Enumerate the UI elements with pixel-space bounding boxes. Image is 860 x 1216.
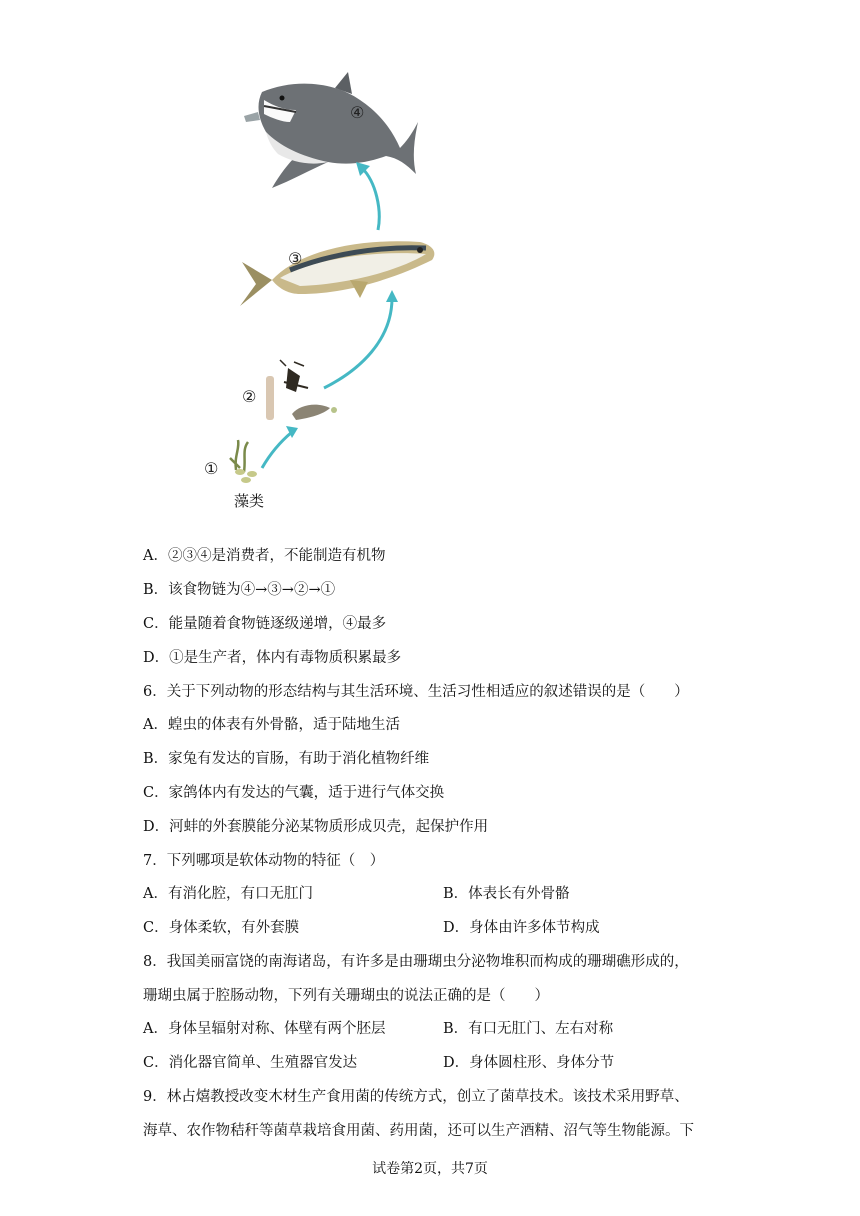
circled-number-2 bbox=[242, 387, 256, 406]
energy-arrow-1-2 bbox=[262, 432, 292, 468]
svg-text:③: ③ bbox=[288, 249, 303, 268]
circled-number-1 bbox=[204, 459, 218, 478]
q8-option-a: A．身体呈辐射对称、体壁有两个胚层 bbox=[143, 1021, 386, 1037]
q5-option-b: B．该食物链为④→③→②→① bbox=[143, 582, 336, 598]
algae-label bbox=[234, 492, 264, 510]
food-chain-figure bbox=[200, 70, 480, 520]
q7-option-c: C．身体柔软，有外套膜 bbox=[143, 920, 300, 936]
q8-stem-line2: 珊瑚虫属于腔肠动物，下列有关珊瑚虫的说法正确的是（ ） bbox=[143, 988, 549, 1004]
q8-option-b: B．有口无肛门、左右对称 bbox=[443, 1021, 614, 1037]
energy-arrow-2-3 bbox=[324, 298, 392, 388]
q8-option-d: D．身体圆柱形、身体分节 bbox=[443, 1055, 615, 1071]
shark-icon bbox=[244, 72, 418, 188]
q5-option-c: C．能量随着食物链逐级递增，④最多 bbox=[143, 616, 387, 632]
shrimp-icon bbox=[292, 405, 337, 420]
svg-text:①: ① bbox=[204, 459, 219, 478]
q8-stem-line1: 8．我国美丽富饶的南海诸岛，有许多是由珊瑚虫分泌物堆积而构成的珊瑚礁形成的， bbox=[143, 954, 689, 970]
q6-stem: 6．关于下列动物的形态结构与其生活环境、生活习性相适应的叙述错误的是（ ） bbox=[143, 684, 689, 700]
arrowhead-icon bbox=[386, 290, 398, 302]
q7-stem: 7．下列哪项是软体动物的特征（ ） bbox=[143, 853, 385, 869]
page-footer: 试卷第2页，共7页 bbox=[372, 1161, 488, 1177]
q6-option-b: B．家兔有发达的盲肠，有助于消化植物纤维 bbox=[143, 751, 430, 767]
mackerel-icon bbox=[240, 241, 434, 306]
algae-icon bbox=[230, 440, 257, 483]
q7-option-d: D．身体由许多体节构成 bbox=[443, 920, 600, 936]
food-chain-diagram bbox=[200, 70, 480, 520]
q7-option-b: B．体表长有外骨骼 bbox=[443, 886, 570, 902]
q6-option-c: C．家鸽体内有发达的气囊，适于进行气体交换 bbox=[143, 785, 445, 801]
q5-option-a: A．②③④是消费者，不能制造有机物 bbox=[143, 548, 386, 564]
svg-text:藻类: 藻类 bbox=[234, 492, 265, 510]
q7-option-a: A．有消化腔，有口无肛门 bbox=[143, 886, 313, 902]
circled-number-4 bbox=[350, 103, 364, 122]
svg-text:②: ② bbox=[242, 387, 257, 406]
q6-option-a: A．蝗虫的体表有外骨骼，适于陆地生活 bbox=[143, 717, 400, 733]
circled-number-3 bbox=[288, 249, 302, 268]
q5-option-d: D．①是生产者，体内有毒物质积累最多 bbox=[143, 650, 402, 666]
q9-line1: 9．林占熺教授改变木材生产食用菌的传统方式，创立了菌草技术。该技术采用野草、 bbox=[143, 1089, 689, 1105]
energy-arrow-3-4 bbox=[362, 168, 379, 230]
q9-line2: 海草、农作物秸秆等菌草栽培食用菌、药用菌，还可以生产酒精、沼气等生物能源。下 bbox=[143, 1123, 694, 1139]
q6-option-d: D．河蚌的外套膜能分泌某物质形成贝壳，起保护作用 bbox=[143, 819, 489, 835]
q8-option-c: C．消化器官简单、生殖器官发达 bbox=[143, 1055, 358, 1071]
svg-text:④: ④ bbox=[350, 103, 365, 122]
